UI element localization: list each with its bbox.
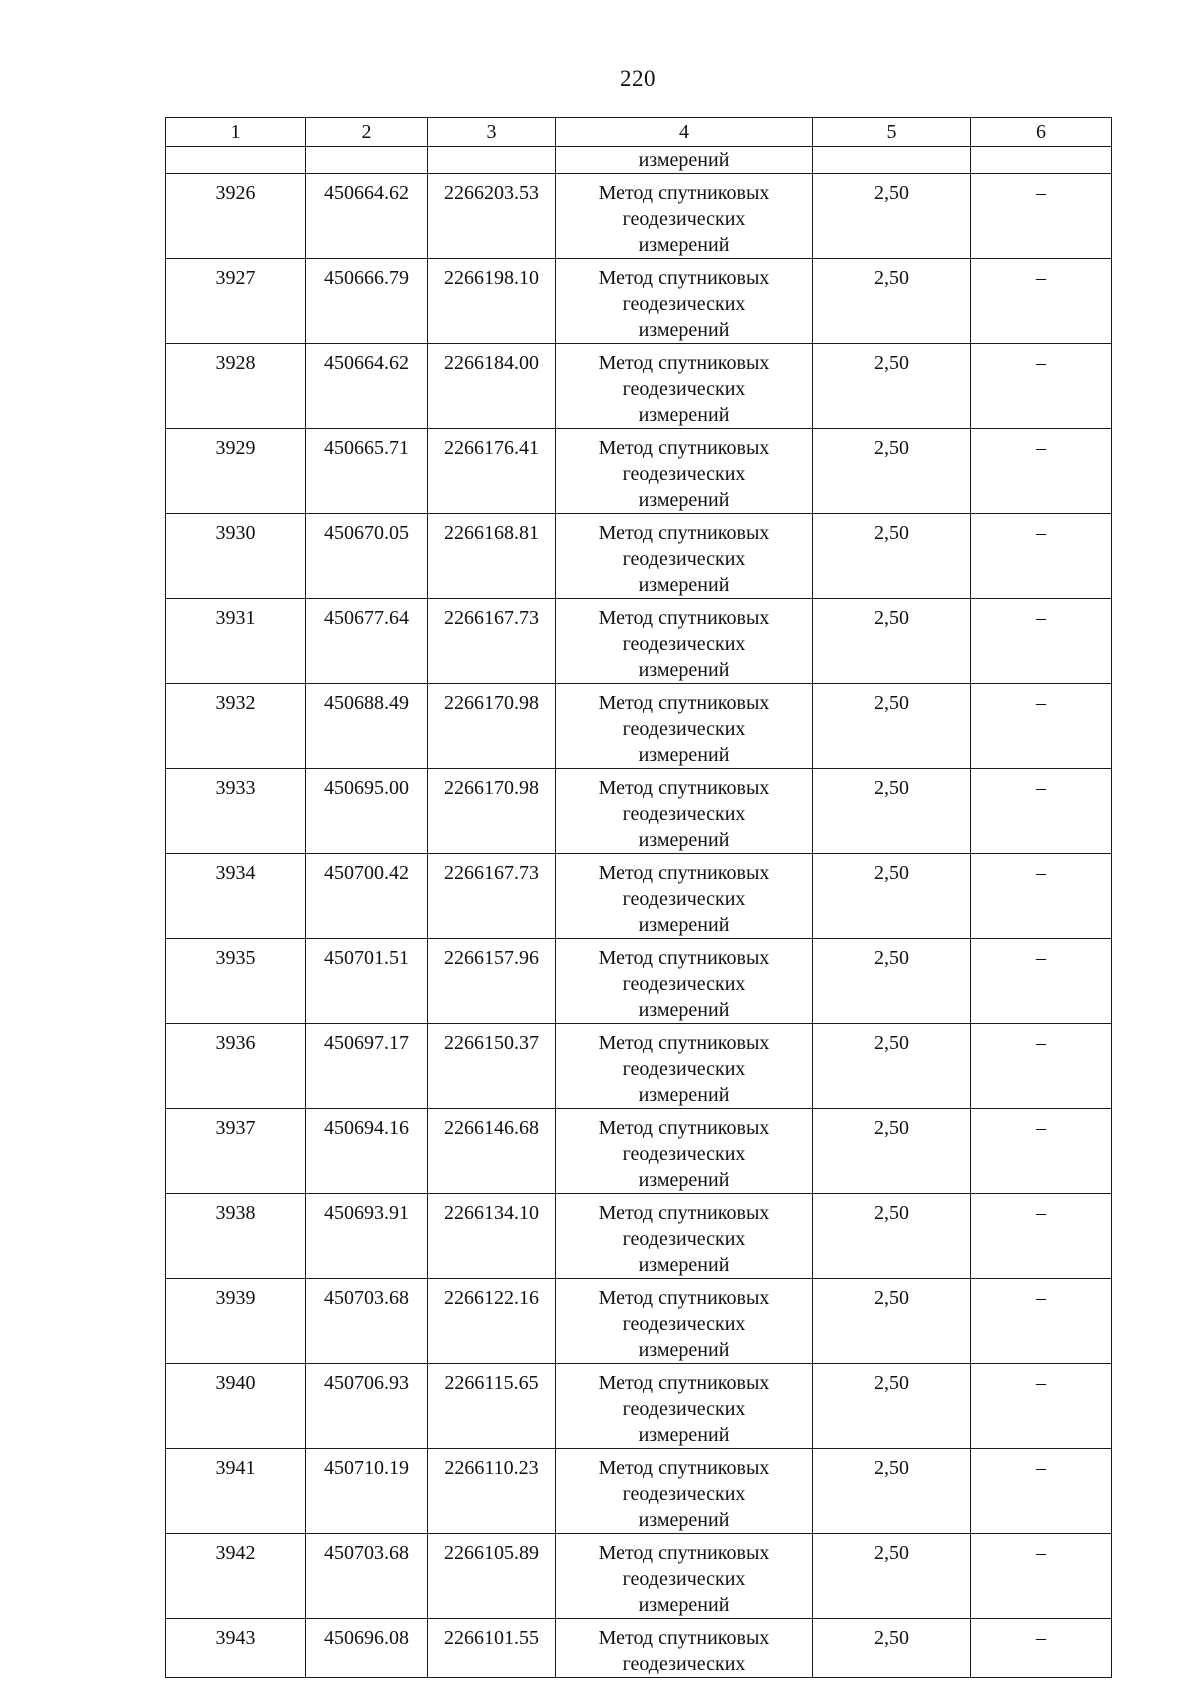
header-cell-6: 6 [971, 118, 1112, 147]
method-line-1: Метод спутниковых [598, 862, 770, 884]
y-coordinate-cell: 2266203.53 [428, 174, 556, 259]
point-number-cell: 3942 [166, 1534, 306, 1619]
x-coordinate-cell: 450700.42 [306, 854, 428, 939]
note-cell: – [971, 939, 1112, 1024]
note-cell: – [971, 259, 1112, 344]
note-cell: – [971, 429, 1112, 514]
coordinates-table [165, 117, 1112, 1678]
x-coordinate-cell: 450666.79 [306, 259, 428, 344]
method-line-3: измерений [638, 234, 730, 256]
table-row [166, 1024, 1112, 1109]
method-cell [556, 684, 813, 769]
x-coordinate-cell: 450695.00 [306, 769, 428, 854]
method-cell [556, 1109, 813, 1194]
method-line-3: измерений [638, 1339, 730, 1361]
table-row [166, 344, 1112, 429]
method-line-3: измерений [638, 1509, 730, 1531]
accuracy-cell: 2,50 [813, 1194, 971, 1279]
method-line-2: геодезических [622, 208, 746, 230]
x-coordinate-cell: 450701.51 [306, 939, 428, 1024]
table-row [166, 1109, 1112, 1194]
accuracy-cell: 2,50 [813, 854, 971, 939]
y-coordinate-cell: 2266167.73 [428, 599, 556, 684]
header-cell-5: 5 [813, 118, 971, 147]
method-line-2: геодезических [622, 633, 746, 655]
y-coordinate-cell: 2266134.10 [428, 1194, 556, 1279]
method-line-2: геодезических [622, 888, 746, 910]
method-line-1: Метод спутниковых [598, 1457, 770, 1479]
method-line-3: измерений [638, 1169, 730, 1191]
table-row [166, 599, 1112, 684]
method-cell [556, 939, 813, 1024]
continuation-cell-4: измерений [556, 147, 813, 174]
table-row [166, 429, 1112, 514]
method-line-3: измерений [638, 404, 730, 426]
continuation-cell-1 [166, 147, 306, 174]
y-coordinate-cell: 2266110.23 [428, 1449, 556, 1534]
y-coordinate-cell: 2266105.89 [428, 1534, 556, 1619]
note-cell: – [971, 1534, 1112, 1619]
point-number-cell: 3943 [166, 1619, 306, 1678]
accuracy-cell: 2,50 [813, 1109, 971, 1194]
table-row [166, 769, 1112, 854]
note-cell: – [971, 684, 1112, 769]
continuation-cell-3 [428, 147, 556, 174]
method-line-3: измерений [638, 914, 730, 936]
method-line-1: Метод спутниковых [598, 182, 770, 204]
note-cell: – [971, 1279, 1112, 1364]
method-line-1: Метод спутниковых [598, 777, 770, 799]
note-cell: – [971, 174, 1112, 259]
x-coordinate-cell: 450703.68 [306, 1279, 428, 1364]
method-line-1: Метод спутниковых [598, 1627, 770, 1649]
method-cell [556, 1449, 813, 1534]
accuracy-cell: 2,50 [813, 1449, 971, 1534]
accuracy-cell: 2,50 [813, 429, 971, 514]
method-line-2: геодезических [622, 293, 746, 315]
method-line-1: Метод спутниковых [598, 267, 770, 289]
method-line-2: геодезических [622, 1653, 746, 1675]
method-line-2: геодезических [622, 1398, 746, 1420]
table-row [166, 1449, 1112, 1534]
method-cell [556, 1194, 813, 1279]
x-coordinate-cell: 450693.91 [306, 1194, 428, 1279]
y-coordinate-cell: 2266150.37 [428, 1024, 556, 1109]
y-coordinate-cell: 2266176.41 [428, 429, 556, 514]
method-line-2: геодезических [622, 1313, 746, 1335]
accuracy-cell: 2,50 [813, 939, 971, 1024]
method-line-1: Метод спутниковых [598, 522, 770, 544]
table-row [166, 1534, 1112, 1619]
page-number: 220 [620, 66, 656, 91]
x-coordinate-cell: 450688.49 [306, 684, 428, 769]
note-cell: – [971, 769, 1112, 854]
method-line-2: геодезических [622, 1228, 746, 1250]
method-cell [556, 514, 813, 599]
point-number-cell: 3927 [166, 259, 306, 344]
method-line-1: Метод спутниковых [598, 1117, 770, 1139]
note-cell: – [971, 1449, 1112, 1534]
accuracy-cell: 2,50 [813, 684, 971, 769]
method-line-2: геодезических [622, 1143, 746, 1165]
accuracy-cell: 2,50 [813, 1364, 971, 1449]
x-coordinate-cell: 450694.16 [306, 1109, 428, 1194]
header-row [166, 118, 1112, 147]
accuracy-cell: 2,50 [813, 1534, 971, 1619]
method-line-2: геодезических [622, 973, 746, 995]
note-cell: – [971, 1619, 1112, 1678]
point-number-cell: 3941 [166, 1449, 306, 1534]
method-line-2: геодезических [622, 548, 746, 570]
accuracy-cell: 2,50 [813, 259, 971, 344]
method-line-2: геодезических [622, 1058, 746, 1080]
table-row [166, 1194, 1112, 1279]
method-line-3: измерений [638, 489, 730, 511]
point-number-cell: 3937 [166, 1109, 306, 1194]
accuracy-cell: 2,50 [813, 769, 971, 854]
point-number-cell: 3934 [166, 854, 306, 939]
point-number-cell: 3932 [166, 684, 306, 769]
point-number-cell: 3940 [166, 1364, 306, 1449]
method-line-1: Метод спутниковых [598, 607, 770, 629]
table-row [166, 1619, 1112, 1678]
point-number-cell: 3930 [166, 514, 306, 599]
y-coordinate-cell: 2266101.55 [428, 1619, 556, 1678]
table-row [166, 684, 1112, 769]
point-number-cell: 3935 [166, 939, 306, 1024]
y-coordinate-cell: 2266157.96 [428, 939, 556, 1024]
method-line-3: измерений [638, 1424, 730, 1446]
x-coordinate-cell: 450664.62 [306, 174, 428, 259]
point-number-cell: 3938 [166, 1194, 306, 1279]
method-cell [556, 429, 813, 514]
point-number-cell: 3929 [166, 429, 306, 514]
method-line-1: Метод спутниковых [598, 437, 770, 459]
point-number-cell: 3936 [166, 1024, 306, 1109]
point-number-cell: 3939 [166, 1279, 306, 1364]
method-line-1: Метод спутниковых [598, 1287, 770, 1309]
x-coordinate-cell: 450710.19 [306, 1449, 428, 1534]
x-coordinate-cell: 450703.68 [306, 1534, 428, 1619]
table-row [166, 939, 1112, 1024]
method-line-2: геодезических [622, 463, 746, 485]
table-row [166, 1364, 1112, 1449]
point-number-cell: 3933 [166, 769, 306, 854]
note-cell: – [971, 1024, 1112, 1109]
point-number-cell: 3926 [166, 174, 306, 259]
y-coordinate-cell: 2266184.00 [428, 344, 556, 429]
continuation-row [166, 147, 1112, 174]
method-line-3: измерений [638, 1594, 730, 1616]
method-line-3: измерений [638, 744, 730, 766]
method-cell [556, 769, 813, 854]
method-line-1: Метод спутниковых [598, 692, 770, 714]
method-line-3: измерений [638, 999, 730, 1021]
note-cell: – [971, 1364, 1112, 1449]
accuracy-cell: 2,50 [813, 174, 971, 259]
method-line-3: измерений [638, 574, 730, 596]
method-line-1: Метод спутниковых [598, 352, 770, 374]
y-coordinate-cell: 2266170.98 [428, 684, 556, 769]
accuracy-cell: 2,50 [813, 1279, 971, 1364]
accuracy-cell: 2,50 [813, 1619, 971, 1678]
header-cell-3: 3 [428, 118, 556, 147]
method-line-3: измерений [638, 1254, 730, 1276]
method-line-3: измерений [638, 659, 730, 681]
note-cell: – [971, 854, 1112, 939]
method-cell [556, 599, 813, 684]
continuation-cell-2 [306, 147, 428, 174]
method-cell [556, 174, 813, 259]
y-coordinate-cell: 2266115.65 [428, 1364, 556, 1449]
accuracy-cell: 2,50 [813, 514, 971, 599]
method-cell [556, 1364, 813, 1449]
y-coordinate-cell: 2266146.68 [428, 1109, 556, 1194]
header-cell-2: 2 [306, 118, 428, 147]
table-row [166, 1279, 1112, 1364]
method-line-2: геодезических [622, 1483, 746, 1505]
y-coordinate-cell: 2266198.10 [428, 259, 556, 344]
method-line-1: Метод спутниковых [598, 1202, 770, 1224]
method-line-2: геодезических [622, 803, 746, 825]
accuracy-cell: 2,50 [813, 344, 971, 429]
method-cell [556, 344, 813, 429]
point-number-cell: 3928 [166, 344, 306, 429]
x-coordinate-cell: 450670.05 [306, 514, 428, 599]
x-coordinate-cell: 450677.64 [306, 599, 428, 684]
x-coordinate-cell: 450706.93 [306, 1364, 428, 1449]
method-line-3: измерений [638, 319, 730, 341]
method-line-1: Метод спутниковых [598, 1372, 770, 1394]
x-coordinate-cell: 450696.08 [306, 1619, 428, 1678]
method-cell [556, 1024, 813, 1109]
method-cell [556, 259, 813, 344]
method-line-1: Метод спутниковых [598, 947, 770, 969]
table-row [166, 259, 1112, 344]
method-line-1: Метод спутниковых [598, 1542, 770, 1564]
y-coordinate-cell: 2266168.81 [428, 514, 556, 599]
header-cell-4: 4 [556, 118, 813, 147]
y-coordinate-cell: 2266167.73 [428, 854, 556, 939]
method-cell [556, 1619, 813, 1678]
method-line-2: геодезических [622, 718, 746, 740]
method-cell [556, 1279, 813, 1364]
method-line-1: Метод спутниковых [598, 1032, 770, 1054]
x-coordinate-cell: 450697.17 [306, 1024, 428, 1109]
method-line-2: геодезических [622, 1568, 746, 1590]
header-cell-1: 1 [166, 118, 306, 147]
accuracy-cell: 2,50 [813, 1024, 971, 1109]
table-row [166, 854, 1112, 939]
table-row [166, 514, 1112, 599]
note-cell: – [971, 599, 1112, 684]
point-number-cell: 3931 [166, 599, 306, 684]
note-cell: – [971, 344, 1112, 429]
method-cell [556, 1534, 813, 1619]
continuation-cell-6 [971, 147, 1112, 174]
continuation-cell-5 [813, 147, 971, 174]
x-coordinate-cell: 450664.62 [306, 344, 428, 429]
method-line-3: измерений [638, 1084, 730, 1106]
method-cell [556, 854, 813, 939]
table-row [166, 174, 1112, 259]
accuracy-cell: 2,50 [813, 599, 971, 684]
note-cell: – [971, 1109, 1112, 1194]
y-coordinate-cell: 2266170.98 [428, 769, 556, 854]
method-line-2: геодезических [622, 378, 746, 400]
table-body [166, 118, 1112, 1678]
note-cell: – [971, 514, 1112, 599]
note-cell: – [971, 1194, 1112, 1279]
method-line-3: измерений [638, 829, 730, 851]
x-coordinate-cell: 450665.71 [306, 429, 428, 514]
y-coordinate-cell: 2266122.16 [428, 1279, 556, 1364]
